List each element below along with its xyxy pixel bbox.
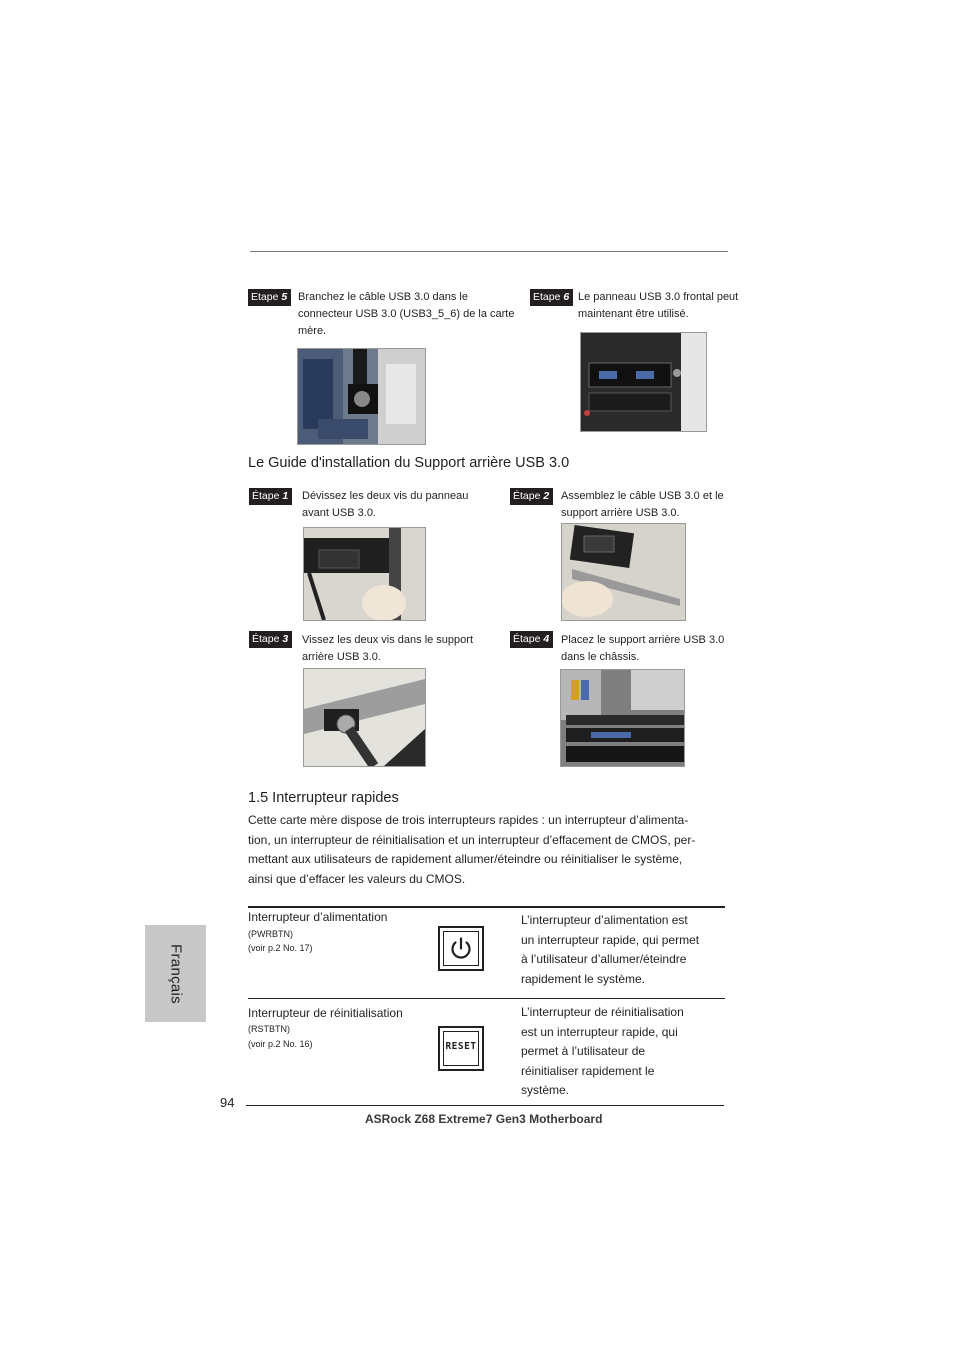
footer-rule [246,1105,724,1106]
rear-step-4-badge: Étape 4 [510,631,553,648]
assemble-bracket-photo [561,523,686,621]
reset-switch-ref: (voir p.2 No. 16) [248,1039,313,1049]
power-icon [438,926,484,971]
front-panel-usb-photo [580,332,707,432]
table-mid-rule [248,998,725,999]
step-6-text: Le panneau USB 3.0 frontal peut maintenant être utilisé. [578,291,739,320]
step-6-badge: Etape 6 [530,289,573,306]
table-top-rule [248,906,725,908]
rear-step-2-text: Assemblez le câble USB 3.0 et le support arrière USB 3.0. [561,490,724,519]
reset-icon [438,1026,484,1071]
reset-switch-code: (RSTBTN) [248,1024,290,1034]
power-switch-code: (PWRBTN) [248,929,293,939]
quick-switch-intro: Cette carte mère dispose de trois interrupteurs rapides : un interrupteur d’alimenta- tion, un interrupteur de réinitialisation et un interrupteur d’effacement de CMOS, per- mettant aux utilisateurs de rapidement allumer/éteindre ou réinitialiser le système, ainsi que d’effacer les valeurs du CMOS. [248,813,696,886]
step-5-badge: Etape 5 [248,289,291,306]
step-5-text: Branchez le câble USB 3.0 dans le connecteur USB 3.0 (USB3_5_6) de la carte mère. [298,291,515,337]
power-switch-ref: (voir p.2 No. 17) [248,943,313,953]
rear-step-1-badge: Étape 1 [249,488,292,505]
rear-step-3-text: Vissez les deux vis dans le support arrière USB 3.0. [302,634,473,663]
footer-product: ASRock Z68 Extreme7 Gen3 Motherboard [365,1112,603,1126]
reset-icon-label: RESET [445,1041,477,1052]
unscrew-panel-photo [303,527,426,621]
motherboard-usb-header-photo [297,348,426,445]
rear-step-1-text: Dévissez les deux vis du panneau avant USB 3.0. [302,490,469,519]
rear-guide-title: Le Guide d'installation du Support arrière USB 3.0 [248,455,570,471]
rear-step-4-text: Placez le support arrière USB 3.0 dans le châssis. [561,634,725,663]
language-label: Français [167,943,184,1004]
rear-step-2-badge: Étape 2 [510,488,553,505]
page-number: 94 [220,1095,235,1110]
reset-switch-name: Interrupteur de réinitialisation [248,1006,403,1020]
screw-bracket-photo [303,668,426,767]
power-switch-desc: L’interrupteur d’alimentation est un interrupteur rapide, qui permet à l’utilisateur d’allumer/éteindre rapidement le système. [521,913,700,986]
language-side-tab [145,925,206,1022]
quick-switch-title: 1.5 Interrupteur rapides [248,790,399,806]
top-rule [250,251,728,252]
power-switch-name: Interrupteur d’alimentation [248,910,388,924]
chassis-install-photo [560,669,685,767]
rear-step-3-badge: Étape 3 [249,631,292,648]
reset-switch-desc: L’interrupteur de réinitialisation est un interrupteur rapide, qui permet à l’utilisateur de réinitialiser rapidement le système. [521,1005,684,1098]
